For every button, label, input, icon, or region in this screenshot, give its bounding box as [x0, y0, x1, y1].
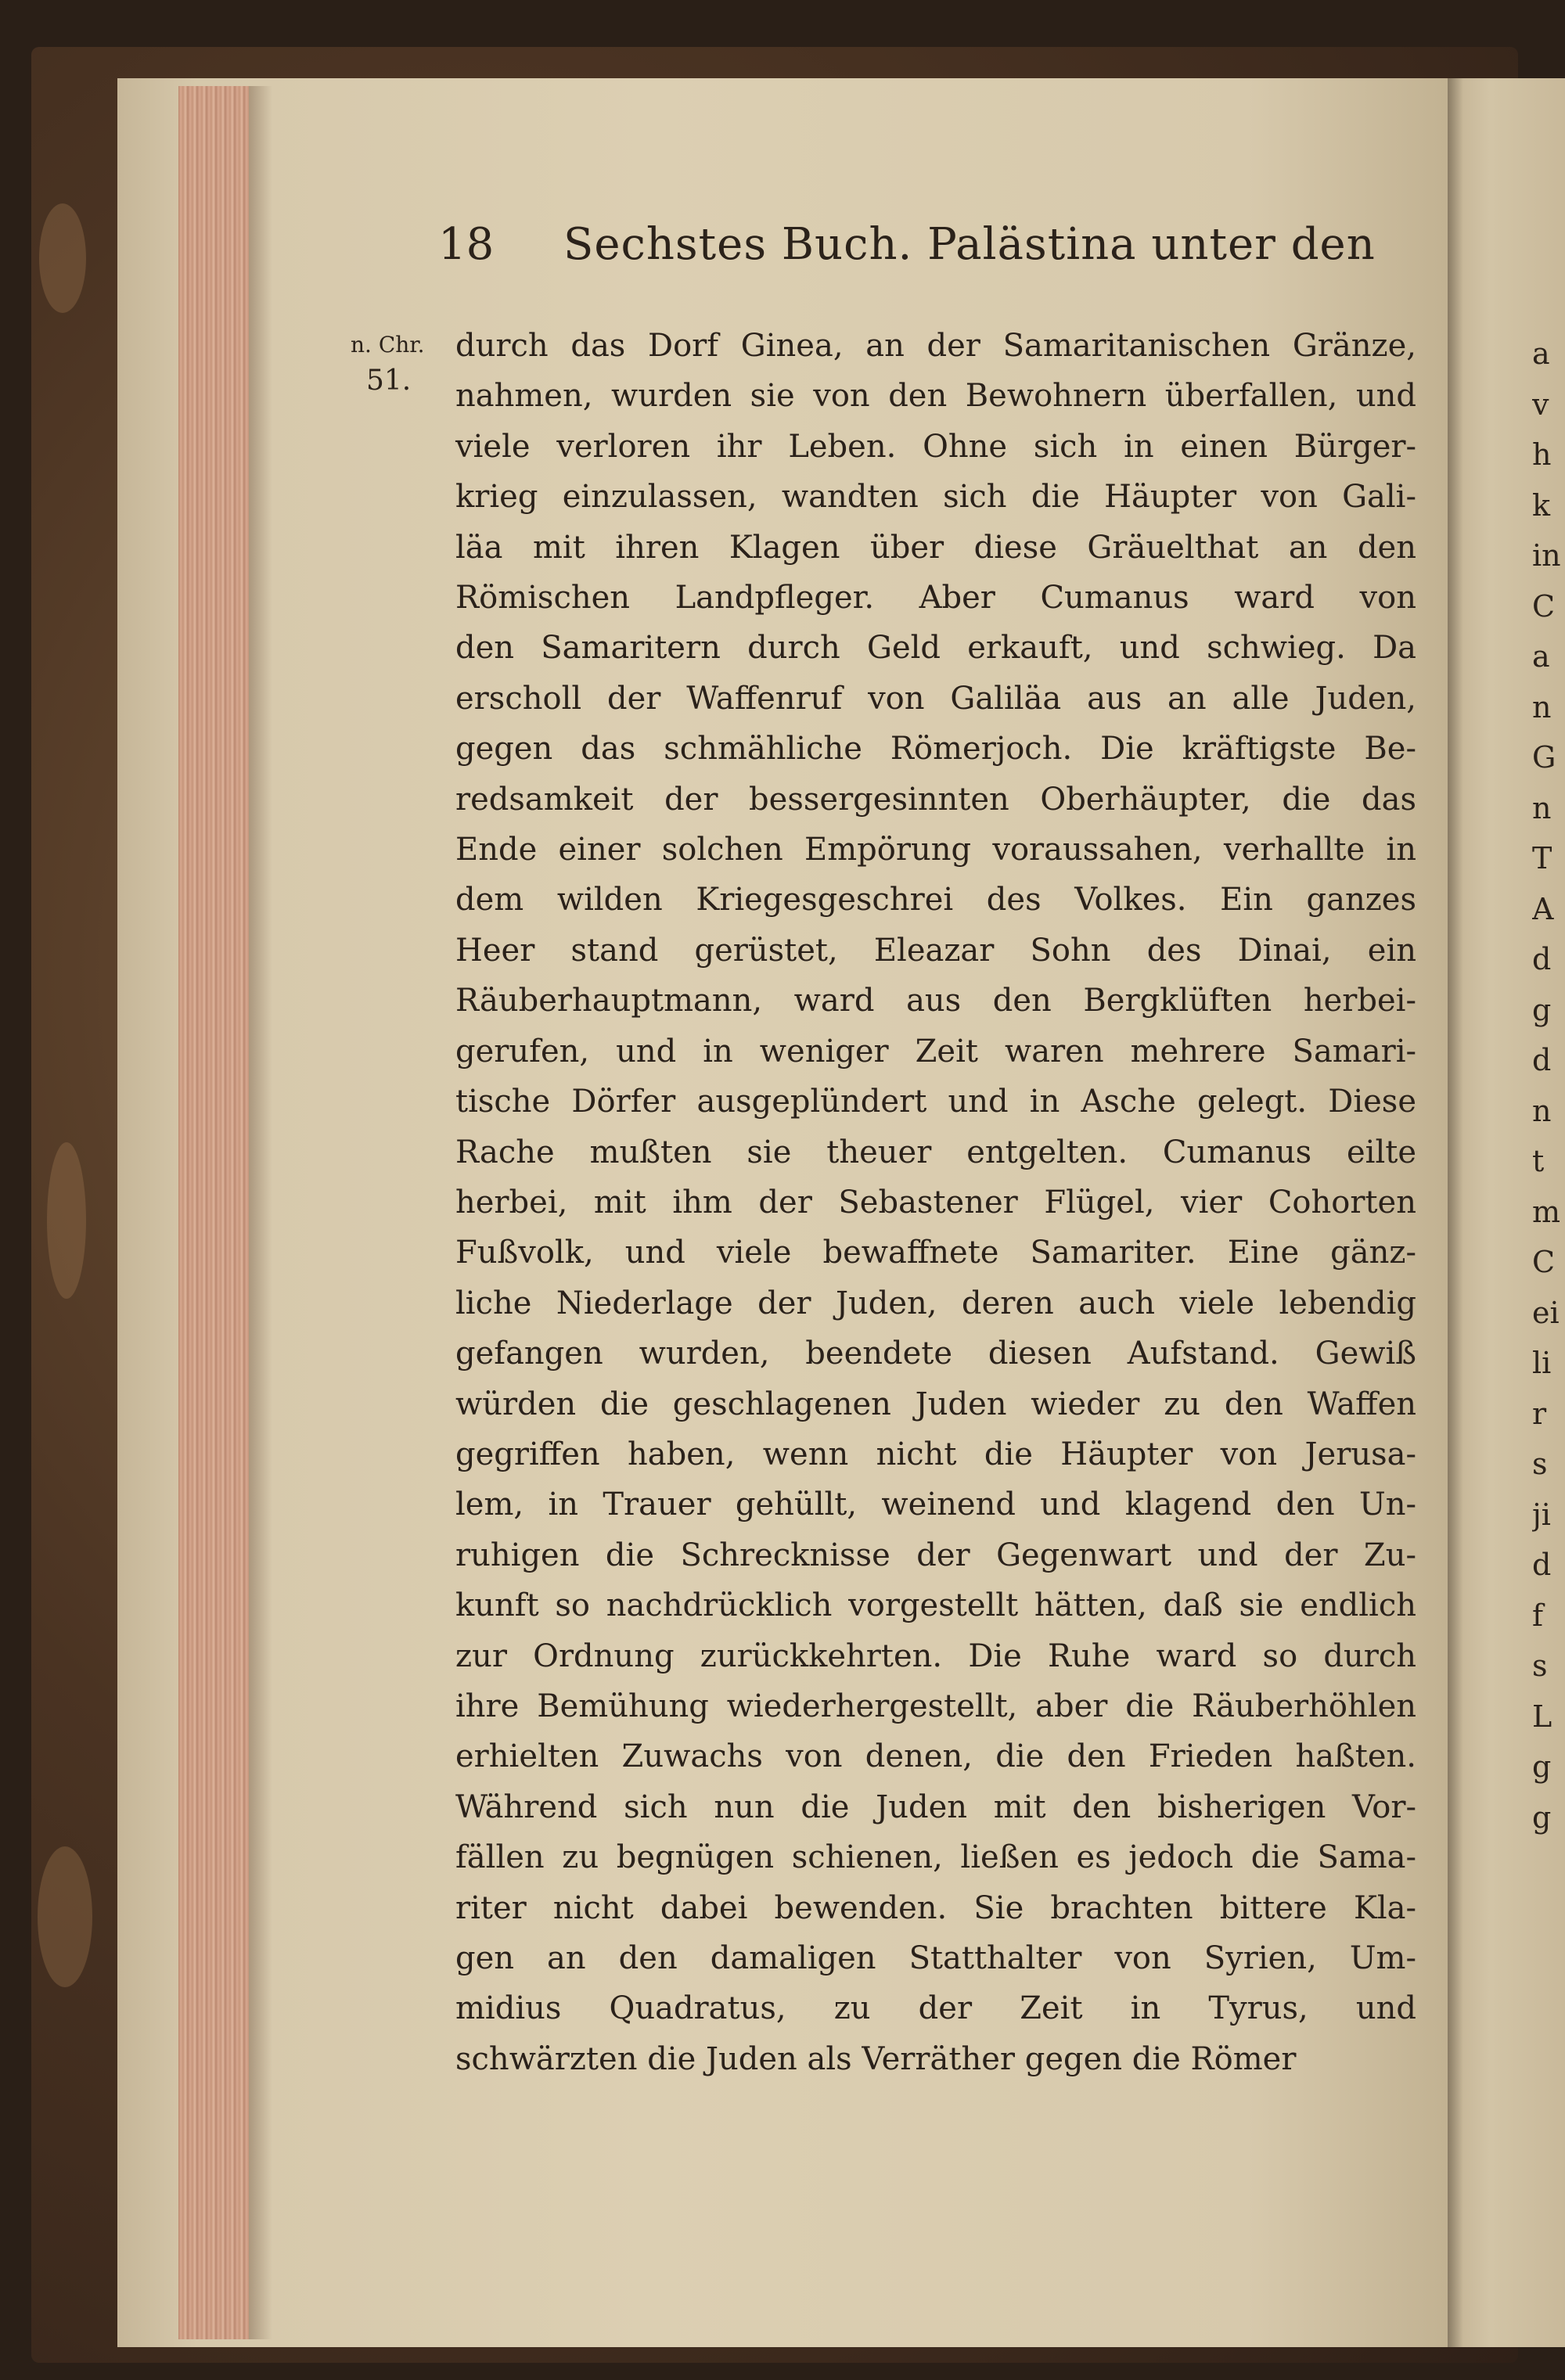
facing-line-fragment: n: [1532, 689, 1552, 724]
facing-line-fragment: h: [1532, 437, 1552, 472]
text-line: durch das Dorf Ginea, an der Samaritanischen Gränze,: [455, 328, 1416, 364]
text-line: tische Dörfer ausgeplündert und in Asche gelegt. Diese: [455, 1084, 1416, 1120]
text-line: fällen zu begnügen schienen, ließen es jedoch die Sama-: [455, 1839, 1416, 1876]
text-line: gerufen, und in weniger Zeit waren mehrere Samari-: [455, 1033, 1416, 1070]
text-line: Heer stand gerüstet, Eleazar Sohn des Dinai, ein: [455, 932, 1416, 969]
facing-line-fragment: s: [1532, 1648, 1548, 1683]
text-line: liche Niederlage der Juden, deren auch viele lebendig: [455, 1285, 1416, 1321]
text-line: kunft so nachdrücklich vorgestellt hätten, daß sie endlich: [455, 1587, 1416, 1624]
page-header: [438, 219, 1376, 282]
text-line: Fußvolk, und viele bewaffnete Samariter. Eine gänz-: [455, 1235, 1416, 1271]
facing-line-fragment: d: [1532, 942, 1552, 976]
facing-line-fragment: v: [1532, 386, 1549, 422]
text-line: krieg einzulassen, wandten sich die Häupter von Gali-: [455, 479, 1416, 516]
text-line: den Samaritern durch Geld erkauft, und schwieg. Da: [455, 630, 1416, 667]
text-line: viele verloren ihr Leben. Ohne sich in einen Bürger-: [455, 428, 1416, 465]
facing-line-fragment: f: [1532, 1598, 1544, 1633]
facing-line-fragment: d: [1532, 1548, 1552, 1582]
facing-line-fragment: L: [1532, 1699, 1552, 1734]
text-line: ihre Bemühung wiederhergestellt, aber die Räuberhöhlen: [455, 1688, 1416, 1724]
text-line: Während sich nun die Juden mit den bisherigen Vor-: [455, 1789, 1416, 1825]
text-line: riter nicht dabei bewenden. Sie brachten bittere Kla-: [455, 1889, 1416, 1926]
text-line: ruhigen die Schrecknisse der Gegenwart und der Zu-: [455, 1537, 1416, 1573]
text-line: midius Quadratus, zu der Zeit in Tyrus, und: [455, 1990, 1416, 2027]
facing-line-fragment: ji: [1532, 1497, 1551, 1532]
facing-line-fragment: r: [1532, 1396, 1547, 1431]
facing-line-fragment: li: [1532, 1346, 1552, 1380]
facing-line-fragment: g: [1532, 1799, 1552, 1835]
text-line: gegen das schmähliche Römerjoch. Die kräftigste Be-: [455, 731, 1416, 768]
text-line: herbei, mit ihm der Sebastener Flügel, vier Cohorten: [455, 1184, 1416, 1221]
cover-stain: [47, 1142, 86, 1299]
running-title: Sechstes Buch. Palästina unter den: [563, 219, 1376, 270]
facing-line-fragment: C: [1532, 588, 1556, 624]
margin-year: 51.: [366, 365, 412, 397]
text-line: erhielten Zuwachs von denen, die den Frieden haßten.: [455, 1738, 1416, 1775]
facing-line-fragment: g: [1532, 1749, 1552, 1784]
facing-page-text: [1532, 329, 1565, 1843]
text-line: gefangen wurden, beendete diesen Aufstand. Gewiß: [455, 1336, 1416, 1372]
page-edges: [178, 86, 249, 2339]
cover-stain: [38, 1846, 92, 1987]
text-line: dem wilden Kriegesgeschrei des Volkes. Ein ganzes: [455, 882, 1416, 919]
text-line: erscholl der Waffenruf von Galiläa aus an alle Juden,: [455, 680, 1416, 717]
facing-line-fragment: s: [1532, 1447, 1548, 1481]
text-line: nahmen, wurden sie von den Bewohnern überfallen, und: [455, 378, 1416, 415]
page-edge-shadow: [249, 86, 272, 2339]
facing-line-fragment: m: [1532, 1194, 1561, 1229]
facing-line-fragment: A: [1532, 891, 1554, 926]
margin-era: n. Chr.: [351, 332, 425, 358]
page-number: 18: [438, 219, 495, 270]
text-line: läa mit ihren Klagen über diese Gräuelthat an den: [455, 529, 1416, 566]
facing-line-fragment: t: [1532, 1144, 1545, 1178]
text-line: Ende einer solchen Empörung voraussahen, verhallte in: [455, 832, 1416, 868]
text-line: redsamkeit der bessergesinnten Oberhäupter, die das: [455, 781, 1416, 818]
facing-line-fragment: n: [1532, 1093, 1552, 1128]
facing-line-fragment: d: [1532, 1043, 1552, 1077]
facing-line-fragment: a: [1532, 639, 1550, 674]
facing-line-fragment: T: [1532, 841, 1552, 875]
text-line: gen an den damaligen Statthalter von Syrien, Um-: [455, 1940, 1416, 1976]
text-line: Römischen Landpfleger. Aber Cumanus ward von: [455, 580, 1416, 617]
text-line: Räuberhauptmann, ward aus den Bergklüften herbei-: [455, 983, 1416, 1019]
text-line: gegriffen haben, wenn nicht die Häupter von Jerusa-: [455, 1436, 1416, 1472]
cover-stain: [39, 203, 86, 313]
text-line: würden die geschlagenen Juden wieder zu den Waffen: [455, 1386, 1416, 1422]
text-line: Rache mußten sie theuer entgelten. Cumanus eilte: [455, 1134, 1416, 1170]
facing-line-fragment: C: [1532, 1245, 1556, 1279]
facing-line-fragment: a: [1532, 336, 1550, 371]
text-line: zur Ordnung zurückkehrten. Die Ruhe ward so durch: [455, 1638, 1416, 1674]
facing-line-fragment: n: [1532, 790, 1552, 825]
text-line: schwärzten die Juden als Verräther gegen die Römer: [455, 2040, 1297, 2077]
facing-line-fragment: ei: [1532, 1295, 1560, 1330]
facing-line-fragment: g: [1532, 992, 1552, 1027]
text-line: lem, in Trauer gehüllt, weinend und klagend den Un-: [455, 1487, 1416, 1523]
facing-line-fragment: k: [1532, 487, 1551, 523]
facing-line-fragment: in: [1532, 538, 1561, 573]
body-text: [455, 321, 1416, 2084]
margin-note: [351, 327, 425, 399]
facing-line-fragment: G: [1532, 740, 1556, 775]
